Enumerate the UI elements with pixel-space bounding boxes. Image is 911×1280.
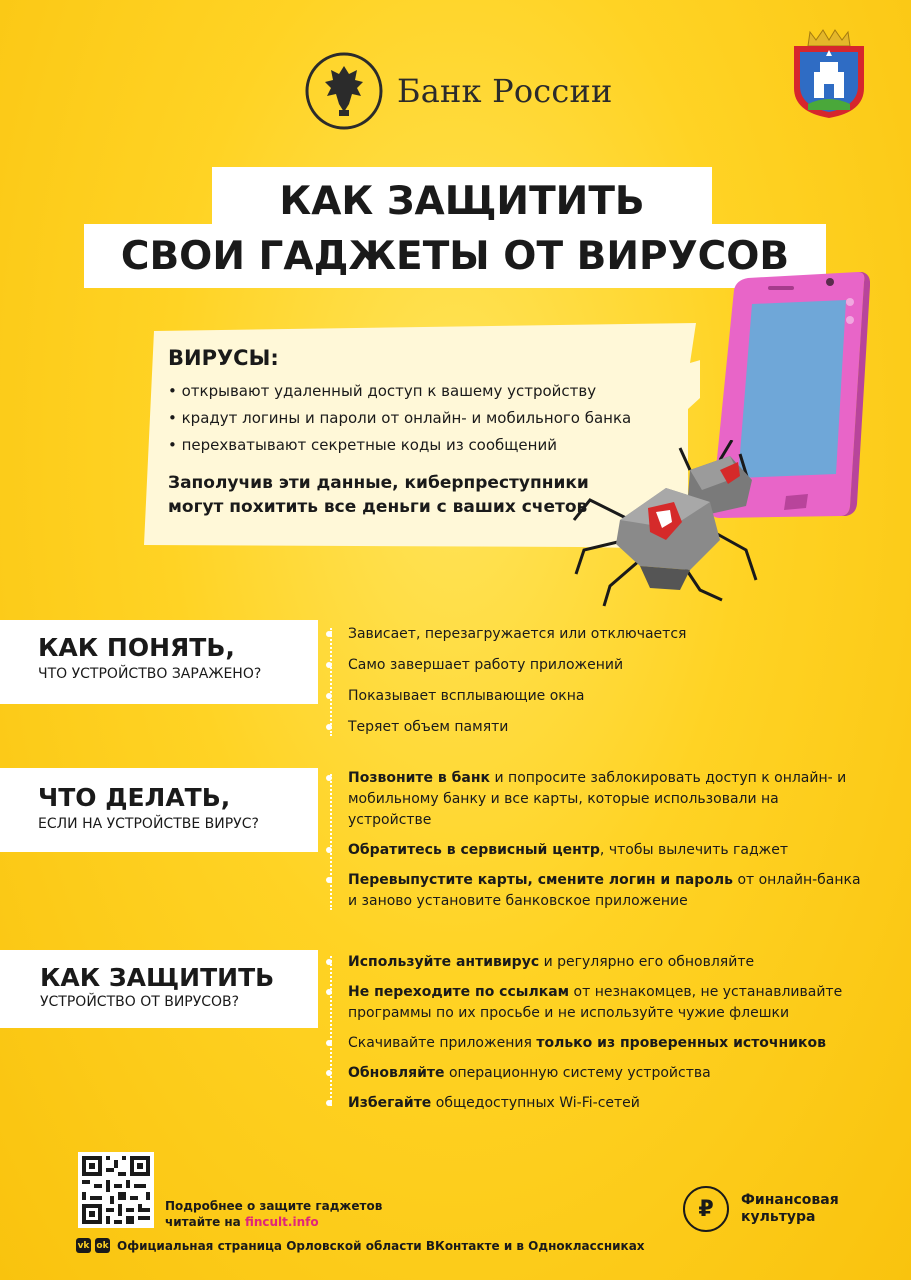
list-item-bold: Избегайте (348, 1095, 432, 1111)
list-item-bold: Обновляйте (348, 1065, 445, 1081)
list-item-bold: Перевыпустите карты, смените логин и пароль (348, 872, 733, 888)
list-item-text: , чтобы вылечить гаджет (599, 842, 789, 858)
section-actions-label (0, 768, 318, 852)
vk-icon[interactable]: vk (76, 1238, 91, 1253)
virus-spider-illustration-icon (570, 440, 770, 610)
list-item (326, 840, 866, 861)
title-line-2: СВОИ ГАДЖЕТЫ ОТ ВИРУСОВ (84, 224, 826, 288)
list-item-bold: Обратитесь в сервисный центр (348, 842, 600, 858)
section-protect-label (0, 950, 318, 1028)
list-item-text: и регулярно его обновляйте (539, 954, 755, 970)
protect-list (326, 952, 866, 1114)
list-item (326, 982, 866, 1024)
social-links (76, 1238, 645, 1253)
list-item-bold: Позвоните в банк (348, 770, 491, 786)
section-symptoms-heading: КАК ПОНЯТЬ, (38, 633, 235, 662)
financial-culture-logo (683, 1186, 839, 1232)
section-protect-heading: КАК ЗАЩИТИТЬ (40, 963, 275, 992)
fin-line-2: культура (741, 1209, 816, 1225)
list-item-text: операционную систему устройства (444, 1065, 711, 1081)
list-item-text: Скачивайте приложения (348, 1035, 537, 1051)
list-item-text: общедоступных Wi-Fi-сетей (431, 1095, 640, 1111)
list-item: Зависает, перезагружается или отключается (326, 624, 886, 655)
qr-code-icon[interactable] (78, 1152, 154, 1228)
section-symptoms-label (0, 620, 318, 704)
fincult-link[interactable]: fincult.info (244, 1215, 319, 1229)
list-item (326, 1063, 866, 1084)
footer-more-prefix: читайте на (165, 1215, 245, 1229)
section-protect-subheading: УСТРОЙСТВО ОТ ВИРУСОВ? (40, 994, 240, 1010)
list-item (326, 870, 866, 912)
section-symptoms-subheading: ЧТО УСТРОЙСТВО ЗАРАЖЕНО? (38, 666, 262, 682)
list-item-bold: Не переходите по ссылкам (348, 984, 570, 1000)
bank-name: Банк России (397, 72, 613, 110)
actions-list (326, 768, 866, 912)
list-item: Само завершает работу приложений (326, 655, 886, 686)
list-item (326, 768, 866, 831)
list-item (326, 1093, 866, 1114)
footer-more-info (165, 1198, 382, 1230)
social-text: Официальная страница Орловской области ВКонтакте и в Одноклассниках (117, 1238, 645, 1253)
list-item (326, 952, 866, 973)
list-item-bold: Используйте антивирус (348, 954, 540, 970)
list-item-text: от онлайн-банка и заново установите банковское приложение (348, 872, 861, 909)
fin-line-1: Финансовая (741, 1192, 839, 1208)
bank-logo (305, 52, 613, 130)
viruses-note-line-1: Заполучив эти данные, киберпреступники (168, 473, 589, 493)
list-item-bold: только из проверенных источников (536, 1035, 827, 1051)
double-eagle-emblem-icon (305, 52, 383, 130)
list-item: Теряет объем памяти (326, 717, 886, 748)
list-item (326, 1033, 866, 1054)
viruses-heading: ВИРУСЫ: (168, 346, 279, 370)
section-actions-subheading: ЕСЛИ НА УСТРОЙСТВЕ ВИРУС? (38, 816, 259, 832)
viruses-item: • перехватывают секретные коды из сообщений (168, 436, 557, 454)
footer-more-line-1: Подробнее о защите гаджетов (165, 1199, 383, 1213)
ruble-icon: ₽ (683, 1186, 729, 1232)
symptoms-list (326, 624, 886, 748)
viruses-note-line-2: могут похитить все деньги с ваших счетов (168, 497, 588, 517)
oryol-coat-of-arms-icon (790, 28, 868, 120)
footer-more-line-2 (165, 1214, 382, 1230)
viruses-item: • открывают удаленный доступ к вашему устройству (168, 382, 597, 400)
title-line-1: КАК ЗАЩИТИТЬ (212, 167, 712, 235)
list-item: Показывает всплывающие окна (326, 686, 886, 717)
list-item-text: и попросите заблокировать доступ к онлайн- и мобильному банку и все карты, которые использовали на устройстве (348, 770, 847, 828)
viruses-item: • крадут логины и пароли от онлайн- и мобильного банка (168, 409, 632, 427)
list-item-text: от незнакомцев, не устанавливайте программы по их просьбе и не используйте чужие флешки (348, 984, 843, 1021)
section-actions-heading: ЧТО ДЕЛАТЬ, (38, 783, 231, 812)
odnoklassniki-icon[interactable]: ok (95, 1238, 110, 1253)
financial-culture-text (741, 1192, 839, 1226)
